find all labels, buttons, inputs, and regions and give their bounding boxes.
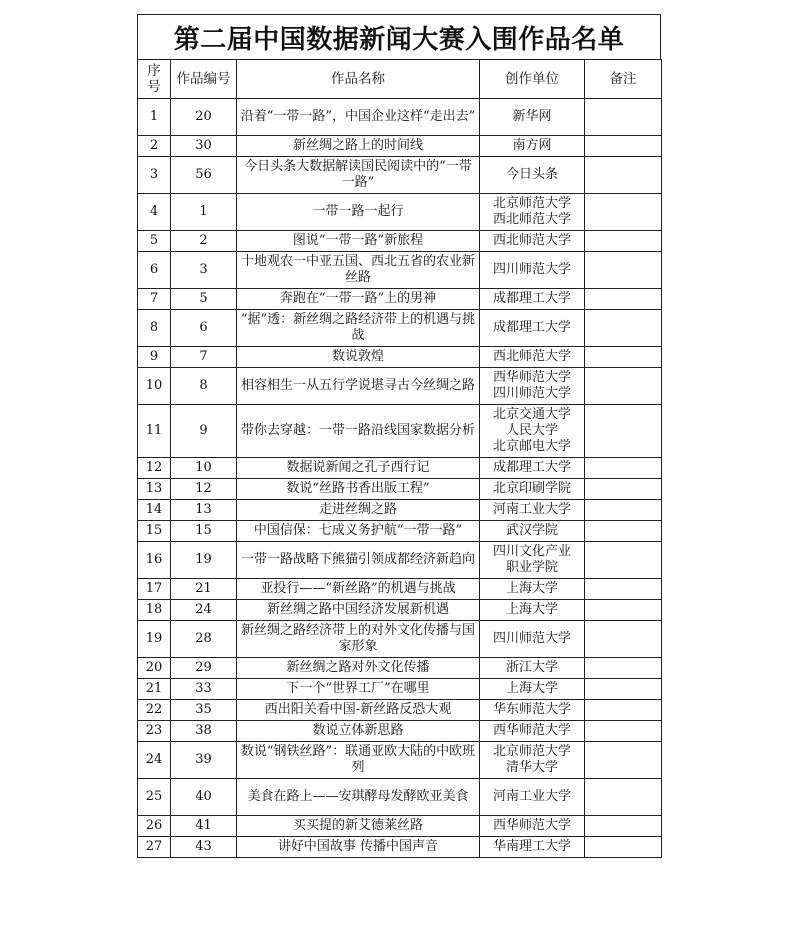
- cell-seq: 9: [138, 347, 171, 368]
- unit-line: 西华师范大学: [492, 818, 571, 833]
- cell-note: [585, 136, 662, 157]
- header-note: 备注: [585, 60, 662, 99]
- cell-work-name: 奔跑在“一带一路”上的男神: [237, 289, 480, 310]
- unit-line: 北京师范大学: [492, 744, 571, 759]
- cell-work-name: 十地观农一中亚五国、西北五省的农业新丝路: [237, 252, 480, 289]
- document-title: 第二届中国数据新闻大赛入围作品名单: [137, 14, 661, 59]
- unit-line: 清华大学: [505, 760, 558, 775]
- unit-line: 职业学院: [505, 560, 558, 575]
- unit-line: 西北师范大学: [492, 349, 571, 364]
- unit-line: 武汉学院: [505, 523, 558, 538]
- table-row: [138, 500, 662, 521]
- cell-work-no: 3: [171, 252, 237, 289]
- table-row: [138, 521, 662, 542]
- table-row: [138, 231, 662, 252]
- cell-work-no: 6: [171, 310, 237, 347]
- cell-unit: [480, 99, 585, 136]
- cell-work-no: 30: [171, 136, 237, 157]
- cell-work-no: 15: [171, 521, 237, 542]
- table-row: [138, 742, 662, 779]
- cell-note: [585, 658, 662, 679]
- unit-line: 成都理工大学: [492, 460, 571, 475]
- unit-line: 四川师范大学: [492, 262, 571, 277]
- unit-line: 今日头条: [505, 167, 558, 182]
- cell-note: [585, 600, 662, 621]
- cell-note: [585, 368, 662, 405]
- cell-unit: [480, 721, 585, 742]
- unit-line: 河南工业大学: [492, 789, 571, 804]
- cell-unit: [480, 194, 585, 231]
- cell-work-no: 24: [171, 600, 237, 621]
- cell-unit: [480, 700, 585, 721]
- cell-work-no: 33: [171, 679, 237, 700]
- cell-unit: [480, 479, 585, 500]
- cell-unit: [480, 742, 585, 779]
- cell-seq: 7: [138, 289, 171, 310]
- unit-line: 上海大学: [505, 602, 558, 617]
- table-row: [138, 837, 662, 858]
- cell-unit: [480, 542, 585, 579]
- unit-line: 四川师范大学: [492, 386, 571, 401]
- cell-note: [585, 479, 662, 500]
- cell-work-name: 相容相生一从五行学说堪寻古今丝绸之路: [237, 368, 480, 405]
- cell-work-name: 今日头条大数据解读国民阅读中的“一带一路”: [237, 157, 480, 194]
- cell-note: [585, 500, 662, 521]
- cell-unit: [480, 289, 585, 310]
- cell-work-no: 43: [171, 837, 237, 858]
- unit-line: 西北师范大学: [492, 212, 571, 227]
- cell-seq: 8: [138, 310, 171, 347]
- header-work-no: 作品编号: [171, 60, 237, 99]
- cell-work-no: 28: [171, 621, 237, 658]
- unit-line: 北京印刷学院: [492, 481, 571, 496]
- cell-unit: [480, 310, 585, 347]
- unit-line: 南方网: [512, 138, 552, 153]
- cell-note: [585, 521, 662, 542]
- cell-work-name: 新丝绸之路对外文化传播: [237, 658, 480, 679]
- table-row: [138, 347, 662, 368]
- cell-work-no: 56: [171, 157, 237, 194]
- unit-line: 北京师范大学: [492, 196, 571, 211]
- cell-work-no: 8: [171, 368, 237, 405]
- cell-note: [585, 310, 662, 347]
- cell-unit: [480, 157, 585, 194]
- table-row: [138, 658, 662, 679]
- unit-line: 西北师范大学: [492, 233, 571, 248]
- cell-seq: 17: [138, 579, 171, 600]
- cell-unit: [480, 458, 585, 479]
- cell-seq: 18: [138, 600, 171, 621]
- cell-note: [585, 405, 662, 458]
- unit-line: 浙江大学: [505, 660, 558, 675]
- cell-work-no: 10: [171, 458, 237, 479]
- cell-work-no: 19: [171, 542, 237, 579]
- cell-unit: [480, 231, 585, 252]
- cell-seq: 1: [138, 99, 171, 136]
- cell-work-name: 图说“一带一路”新旅程: [237, 231, 480, 252]
- table-row: [138, 157, 662, 194]
- cell-work-no: 9: [171, 405, 237, 458]
- cell-unit: [480, 816, 585, 837]
- cell-note: [585, 621, 662, 658]
- cell-work-name: 数说“丝路书香出版工程”: [237, 479, 480, 500]
- header-unit: 创作单位: [480, 60, 585, 99]
- cell-unit: [480, 600, 585, 621]
- cell-note: [585, 194, 662, 231]
- cell-note: [585, 579, 662, 600]
- cell-unit: [480, 368, 585, 405]
- cell-note: [585, 99, 662, 136]
- table-row: [138, 252, 662, 289]
- cell-work-no: 38: [171, 721, 237, 742]
- unit-line: 河南工业大学: [492, 502, 571, 517]
- cell-seq: 5: [138, 231, 171, 252]
- unit-line: 成都理工大学: [492, 291, 571, 306]
- cell-note: [585, 721, 662, 742]
- cell-work-name: 新丝绸之路上的时间线: [237, 136, 480, 157]
- table-row: [138, 816, 662, 837]
- cell-work-name: 沿着“一带一路”，中国企业这样“走出去”: [237, 99, 480, 136]
- unit-line: 华东师范大学: [492, 702, 571, 717]
- table-row: [138, 458, 662, 479]
- cell-work-name: 新丝绸之路经济带上的对外文化传播与国家形象: [237, 621, 480, 658]
- cell-unit: [480, 679, 585, 700]
- document-sheet: [137, 14, 661, 938]
- table-row: [138, 679, 662, 700]
- cell-work-name: 新丝绸之路中国经济发展新机遇: [237, 600, 480, 621]
- cell-unit: [480, 405, 585, 458]
- cell-note: [585, 779, 662, 816]
- cell-note: [585, 542, 662, 579]
- table-row: [138, 194, 662, 231]
- unit-line: 上海大学: [505, 681, 558, 696]
- cell-seq: 22: [138, 700, 171, 721]
- cell-seq: 24: [138, 742, 171, 779]
- cell-work-no: 13: [171, 500, 237, 521]
- cell-seq: 11: [138, 405, 171, 458]
- cell-work-name: 下一个“世界工厂”在哪里: [237, 679, 480, 700]
- cell-unit: [480, 658, 585, 679]
- table-row: [138, 579, 662, 600]
- cell-note: [585, 679, 662, 700]
- table-row: [138, 99, 662, 136]
- cell-work-name: 数说敦煌: [237, 347, 480, 368]
- cell-work-no: 29: [171, 658, 237, 679]
- cell-seq: 21: [138, 679, 171, 700]
- cell-work-name: 西出阳关看中国-新丝路反恐大观: [237, 700, 480, 721]
- cell-work-name: 带你去穿越：一带一路沿线国家数据分析: [237, 405, 480, 458]
- cell-note: [585, 458, 662, 479]
- table-row: [138, 542, 662, 579]
- cell-work-no: 20: [171, 99, 237, 136]
- cell-seq: 3: [138, 157, 171, 194]
- table-row: [138, 405, 662, 458]
- cell-note: [585, 816, 662, 837]
- unit-line: 西华师范大学: [492, 723, 571, 738]
- cell-work-name: “据”透：新丝绸之路经济带上的机遇与挑战: [237, 310, 480, 347]
- cell-work-name: 亚投行——“新丝路”的机遇与挑战: [237, 579, 480, 600]
- cell-seq: 16: [138, 542, 171, 579]
- table-row: [138, 600, 662, 621]
- cell-unit: [480, 136, 585, 157]
- cell-work-no: 39: [171, 742, 237, 779]
- cell-note: [585, 289, 662, 310]
- cell-work-no: 12: [171, 479, 237, 500]
- unit-line: 成都理工大学: [492, 320, 571, 335]
- unit-line: 北京交通大学: [492, 407, 571, 422]
- cell-work-name: 数说立体新思路: [237, 721, 480, 742]
- cell-unit: [480, 521, 585, 542]
- table-row: [138, 289, 662, 310]
- cell-note: [585, 347, 662, 368]
- header-work-name: 作品名称: [237, 60, 480, 99]
- table-row: [138, 368, 662, 405]
- table-row: [138, 621, 662, 658]
- cell-work-no: 41: [171, 816, 237, 837]
- cell-note: [585, 231, 662, 252]
- cell-work-name: 走进丝绸之路: [237, 500, 480, 521]
- cell-seq: 15: [138, 521, 171, 542]
- cell-work-name: 数据说新闻之孔子西行记: [237, 458, 480, 479]
- cell-seq: 25: [138, 779, 171, 816]
- cell-seq: 27: [138, 837, 171, 858]
- header-seq: 序号: [138, 60, 171, 99]
- cell-work-name: 数说“钢铁丝路”：联通亚欧大陆的中欧班列: [237, 742, 480, 779]
- cell-work-no: 7: [171, 347, 237, 368]
- cell-note: [585, 742, 662, 779]
- cell-seq: 20: [138, 658, 171, 679]
- unit-line: 西华师范大学: [492, 370, 571, 385]
- cell-seq: 12: [138, 458, 171, 479]
- cell-note: [585, 837, 662, 858]
- cell-seq: 23: [138, 721, 171, 742]
- cell-note: [585, 700, 662, 721]
- cell-note: [585, 157, 662, 194]
- cell-work-name: 一带一路一起行: [237, 194, 480, 231]
- cell-unit: [480, 621, 585, 658]
- unit-line: 四川文化产业: [492, 544, 571, 559]
- table-body: [138, 99, 662, 858]
- cell-work-name: 买买提的新艾德莱丝路: [237, 816, 480, 837]
- unit-line: 华南理工大学: [492, 839, 571, 854]
- table-row: [138, 310, 662, 347]
- cell-seq: 14: [138, 500, 171, 521]
- cell-unit: [480, 579, 585, 600]
- cell-seq: 4: [138, 194, 171, 231]
- cell-work-name: 讲好中国故事 传播中国声音: [237, 837, 480, 858]
- cell-unit: [480, 779, 585, 816]
- cell-unit: [480, 500, 585, 521]
- table-row: [138, 721, 662, 742]
- cell-work-no: 2: [171, 231, 237, 252]
- cell-unit: [480, 347, 585, 368]
- table-row: [138, 479, 662, 500]
- unit-line: 人民大学: [505, 423, 558, 438]
- unit-line: 新华网: [512, 109, 552, 124]
- cell-work-no: 35: [171, 700, 237, 721]
- cell-seq: 2: [138, 136, 171, 157]
- cell-seq: 10: [138, 368, 171, 405]
- unit-line: 四川师范大学: [492, 631, 571, 646]
- cell-work-no: 1: [171, 194, 237, 231]
- table-row: [138, 136, 662, 157]
- table-row: [138, 779, 662, 816]
- finalist-table: [137, 59, 662, 858]
- cell-work-name: 一带一路战略下熊猫引领成都经济新趋向: [237, 542, 480, 579]
- cell-work-name: 美食在路上——安琪酵母发酵欧亚美食: [237, 779, 480, 816]
- cell-work-name: 中国信保：七成义务护航“一带一路”: [237, 521, 480, 542]
- cell-seq: 6: [138, 252, 171, 289]
- unit-line: 北京邮电大学: [492, 439, 571, 454]
- cell-note: [585, 252, 662, 289]
- cell-seq: 19: [138, 621, 171, 658]
- cell-work-no: 5: [171, 289, 237, 310]
- cell-unit: [480, 252, 585, 289]
- cell-work-no: 21: [171, 579, 237, 600]
- cell-seq: 13: [138, 479, 171, 500]
- unit-line: 上海大学: [505, 581, 558, 596]
- cell-unit: [480, 837, 585, 858]
- table-header-row: [138, 60, 662, 99]
- cell-work-no: 40: [171, 779, 237, 816]
- table-row: [138, 700, 662, 721]
- cell-seq: 26: [138, 816, 171, 837]
